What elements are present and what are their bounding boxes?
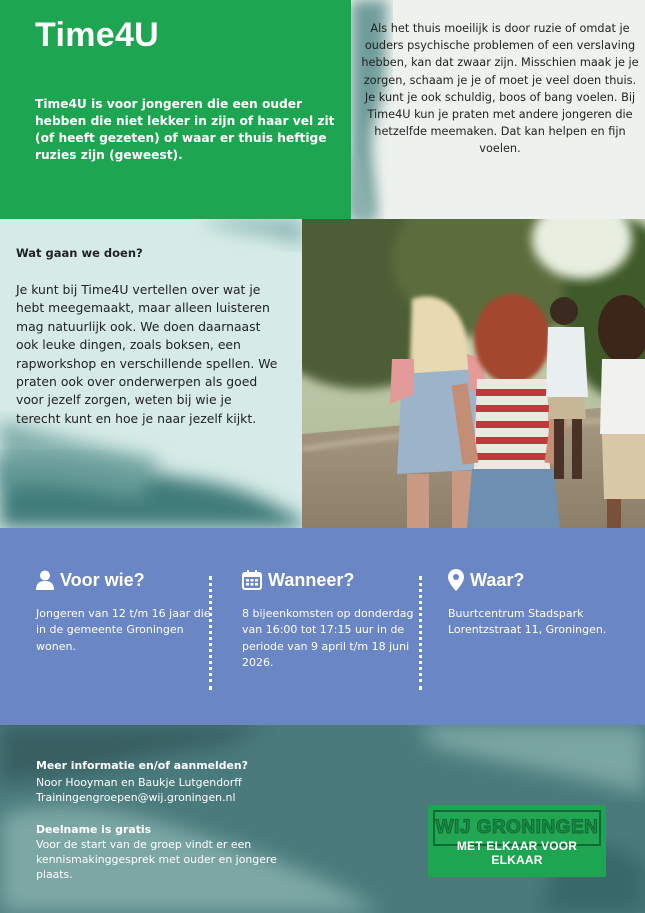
activities-body: Je kunt bij Time4U vertellen over wat je hebt meegemaakt, maar alleen luisteren mag natuurlijk ook. We doen daarnaast ook leuke dingen, zoals boksen, een rapworkshop en verschillende spellen. We praten ook over onderwerpen als goed voor jezelf zorgen, weten bij wie je terecht kunt en hoe je naar jezelf kijkt. (16, 282, 278, 426)
person-icon (36, 570, 54, 590)
logo-name: WIJ GRONINGEN (435, 817, 599, 838)
info-when-title: Wanneer? (268, 569, 355, 590)
group-photo (302, 219, 645, 528)
page-title: Time4U (35, 16, 160, 54)
info-when (242, 568, 417, 671)
location-pin-icon (448, 569, 464, 591)
intro-text: Time4U is voor jongeren die een ouder hebben die niet lekker in zijn of haar vel zit (of heeft gezeten) of waar er thuis heftige ruzies zijn (geweest). (35, 97, 335, 162)
header-panel (0, 0, 351, 219)
side-text: Als het thuis moeilijk is door ruzie of omdat je ouders psychische problemen of een verslaving hebben, kan dat zwaar zijn. Misschien maak je je zorgen, schaam je je of moet je veel doen thuis. Je kunt je ook schuldig, boos of bang voelen. Bij Time4U kun je praten met andere jongeren die hetzelfde meemaken. Dat kan helpen en fijn voelen. (361, 22, 639, 156)
contact-names: Noor Hooyman en Baukje Lutgendorff (36, 776, 242, 789)
photo-illustration (302, 219, 645, 528)
wij-groningen-logo (428, 805, 606, 877)
contact-heading: Meer informatie en/of aanmelden? (36, 759, 248, 772)
calendar-icon (242, 570, 262, 590)
info-when-text: 8 bijeenkomsten op donderdag van 16:00 tot 17:15 uur in de periode van 9 april t/m 18 juni 2026. (242, 607, 414, 669)
info-where (448, 568, 623, 639)
info-who (36, 568, 211, 655)
logo-tagline: MET ELKAAR VOOR ELKAAR (456, 839, 578, 867)
dotted-divider (209, 576, 212, 690)
info-who-title: Voor wie? (60, 569, 145, 590)
info-where-text: Buurtcentrum Stadspark Lorentzstraat 11, Groningen. (448, 607, 607, 637)
activities-panel (0, 219, 302, 528)
info-where-title: Waar? (470, 569, 525, 590)
info-band (0, 528, 645, 725)
info-who-text: Jongeren van 12 t/m 16 jaar die in de gemeente Groningen wonen. (36, 607, 211, 653)
contact-email[interactable]: Trainingengroepen@wij.groningen.nl (36, 791, 236, 804)
free-heading: Deelname is gratis (36, 823, 152, 836)
contact-panel (0, 725, 645, 913)
free-text: Voor de start van de groep vindt er een kennismakinggesprek met ouder en jongere plaats. (36, 838, 277, 881)
activities-heading: Wat gaan we doen? (16, 246, 143, 260)
dotted-divider (419, 576, 422, 690)
side-text-panel (351, 0, 645, 219)
